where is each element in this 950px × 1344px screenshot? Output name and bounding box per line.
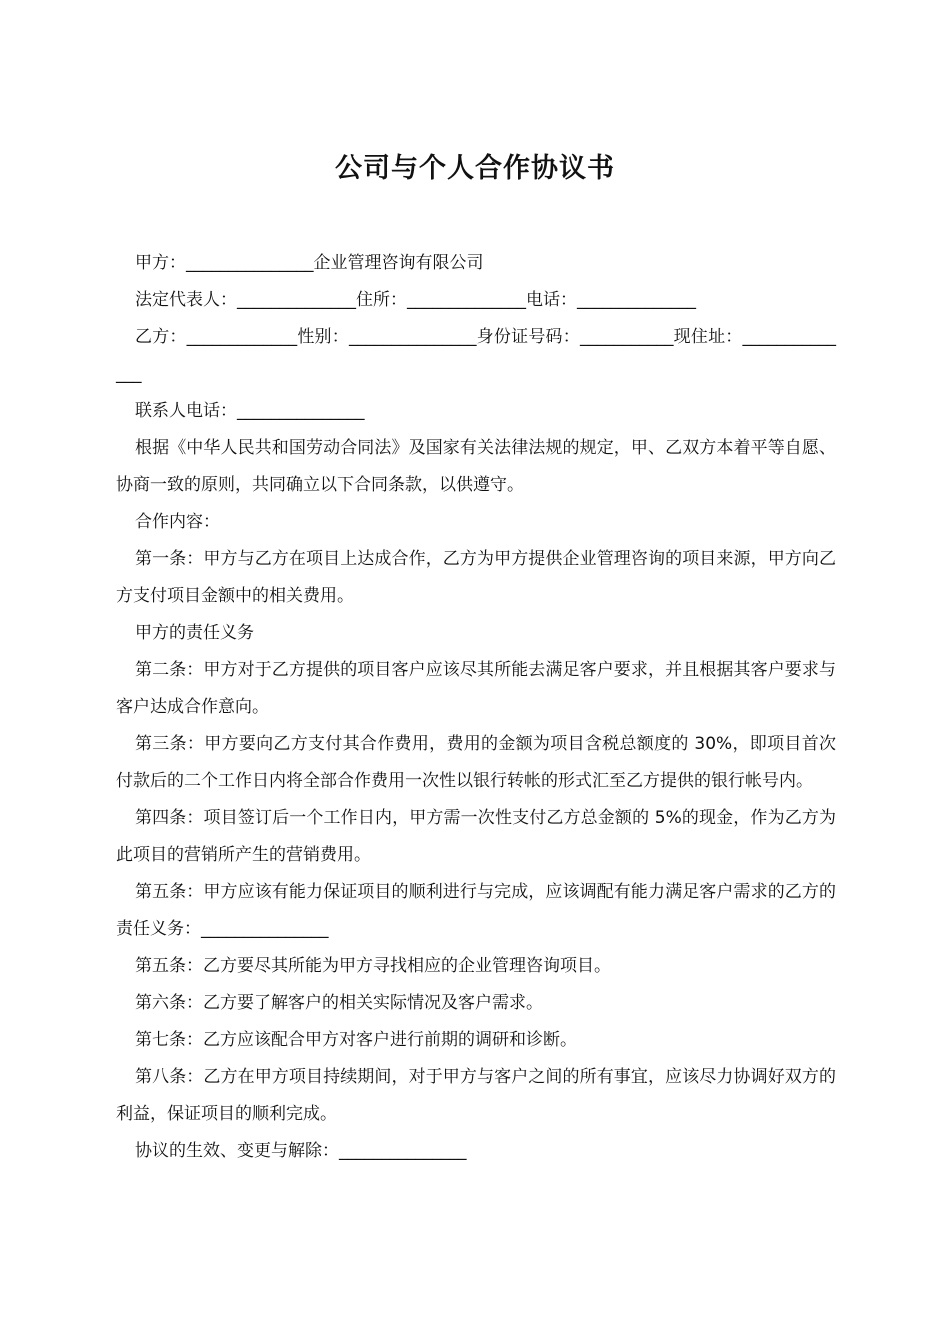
article-7: 第七条：乙方应该配合甲方对客户进行前期的调研和诊断。 [135, 1030, 577, 1050]
article-2: 第二条：甲方对于乙方提供的项目客户应该尽其所能去满足客户要求，并且根据其客户要求与客户达成合作意向。 [116, 660, 836, 717]
article-5a: 第五条：甲方应该有能力保证项目的顺利进行与完成，应该调配有能力满足客户需求的乙方的责任义务：_______________ [116, 882, 836, 939]
article-5b: 第五条：乙方要尽其所能为甲方寻找相应的企业管理咨询项目。 [135, 956, 611, 976]
party-b-line: 乙方：_____________性别：_______________身份证号码：___________现住址：______________ [116, 327, 836, 384]
article-6: 第六条：乙方要了解客户的相关实际情况及客户需求。 [135, 993, 543, 1013]
document-title: 公司与个人合作协议书 [335, 153, 615, 185]
document-body [116, 245, 836, 1170]
section-heading-party-a-duties: 甲方的责任义务 [135, 623, 254, 643]
article-3: 第三条：甲方要向乙方支付其合作费用，费用的金额为项目含税总额度的 30%，即项目首次付款后的二个工作日内将全部合作费用一次性以银行转帐的形式汇至乙方提供的银行帐号内。 [116, 734, 836, 791]
article-1: 第一条：甲方与乙方在项目上达成合作，乙方为甲方提供企业管理咨询的项目来源，甲方向乙方支付项目金额中的相关费用。 [116, 549, 836, 606]
contact-phone-line: 联系人电话：_______________ [135, 401, 365, 421]
section-heading-cooperation: 合作内容： [135, 512, 220, 532]
section-heading-effect-change-termination: 协议的生效、变更与解除：_______________ [135, 1141, 467, 1161]
article-4: 第四条：项目签订后一个工作日内，甲方需一次性支付乙方总金额的 5%的现金，作为乙方为此项目的营销所产生的营销费用。 [116, 808, 836, 865]
party-a-line: 甲方：_______________企业管理咨询有限公司 [135, 253, 484, 273]
legal-representative-line: 法定代表人：______________住所：______________电话：______________ [135, 290, 696, 310]
preamble-paragraph: 根据《中华人民共和国劳动合同法》及国家有关法律法规的规定，甲、乙双方本着平等自愿、协商一致的原则，共同确立以下合同条款，以供遵守。 [116, 438, 836, 495]
article-8: 第八条：乙方在甲方项目持续期间，对于甲方与客户之间的所有事宜，应该尽力协调好双方的利益，保证项目的顺利完成。 [116, 1067, 836, 1124]
